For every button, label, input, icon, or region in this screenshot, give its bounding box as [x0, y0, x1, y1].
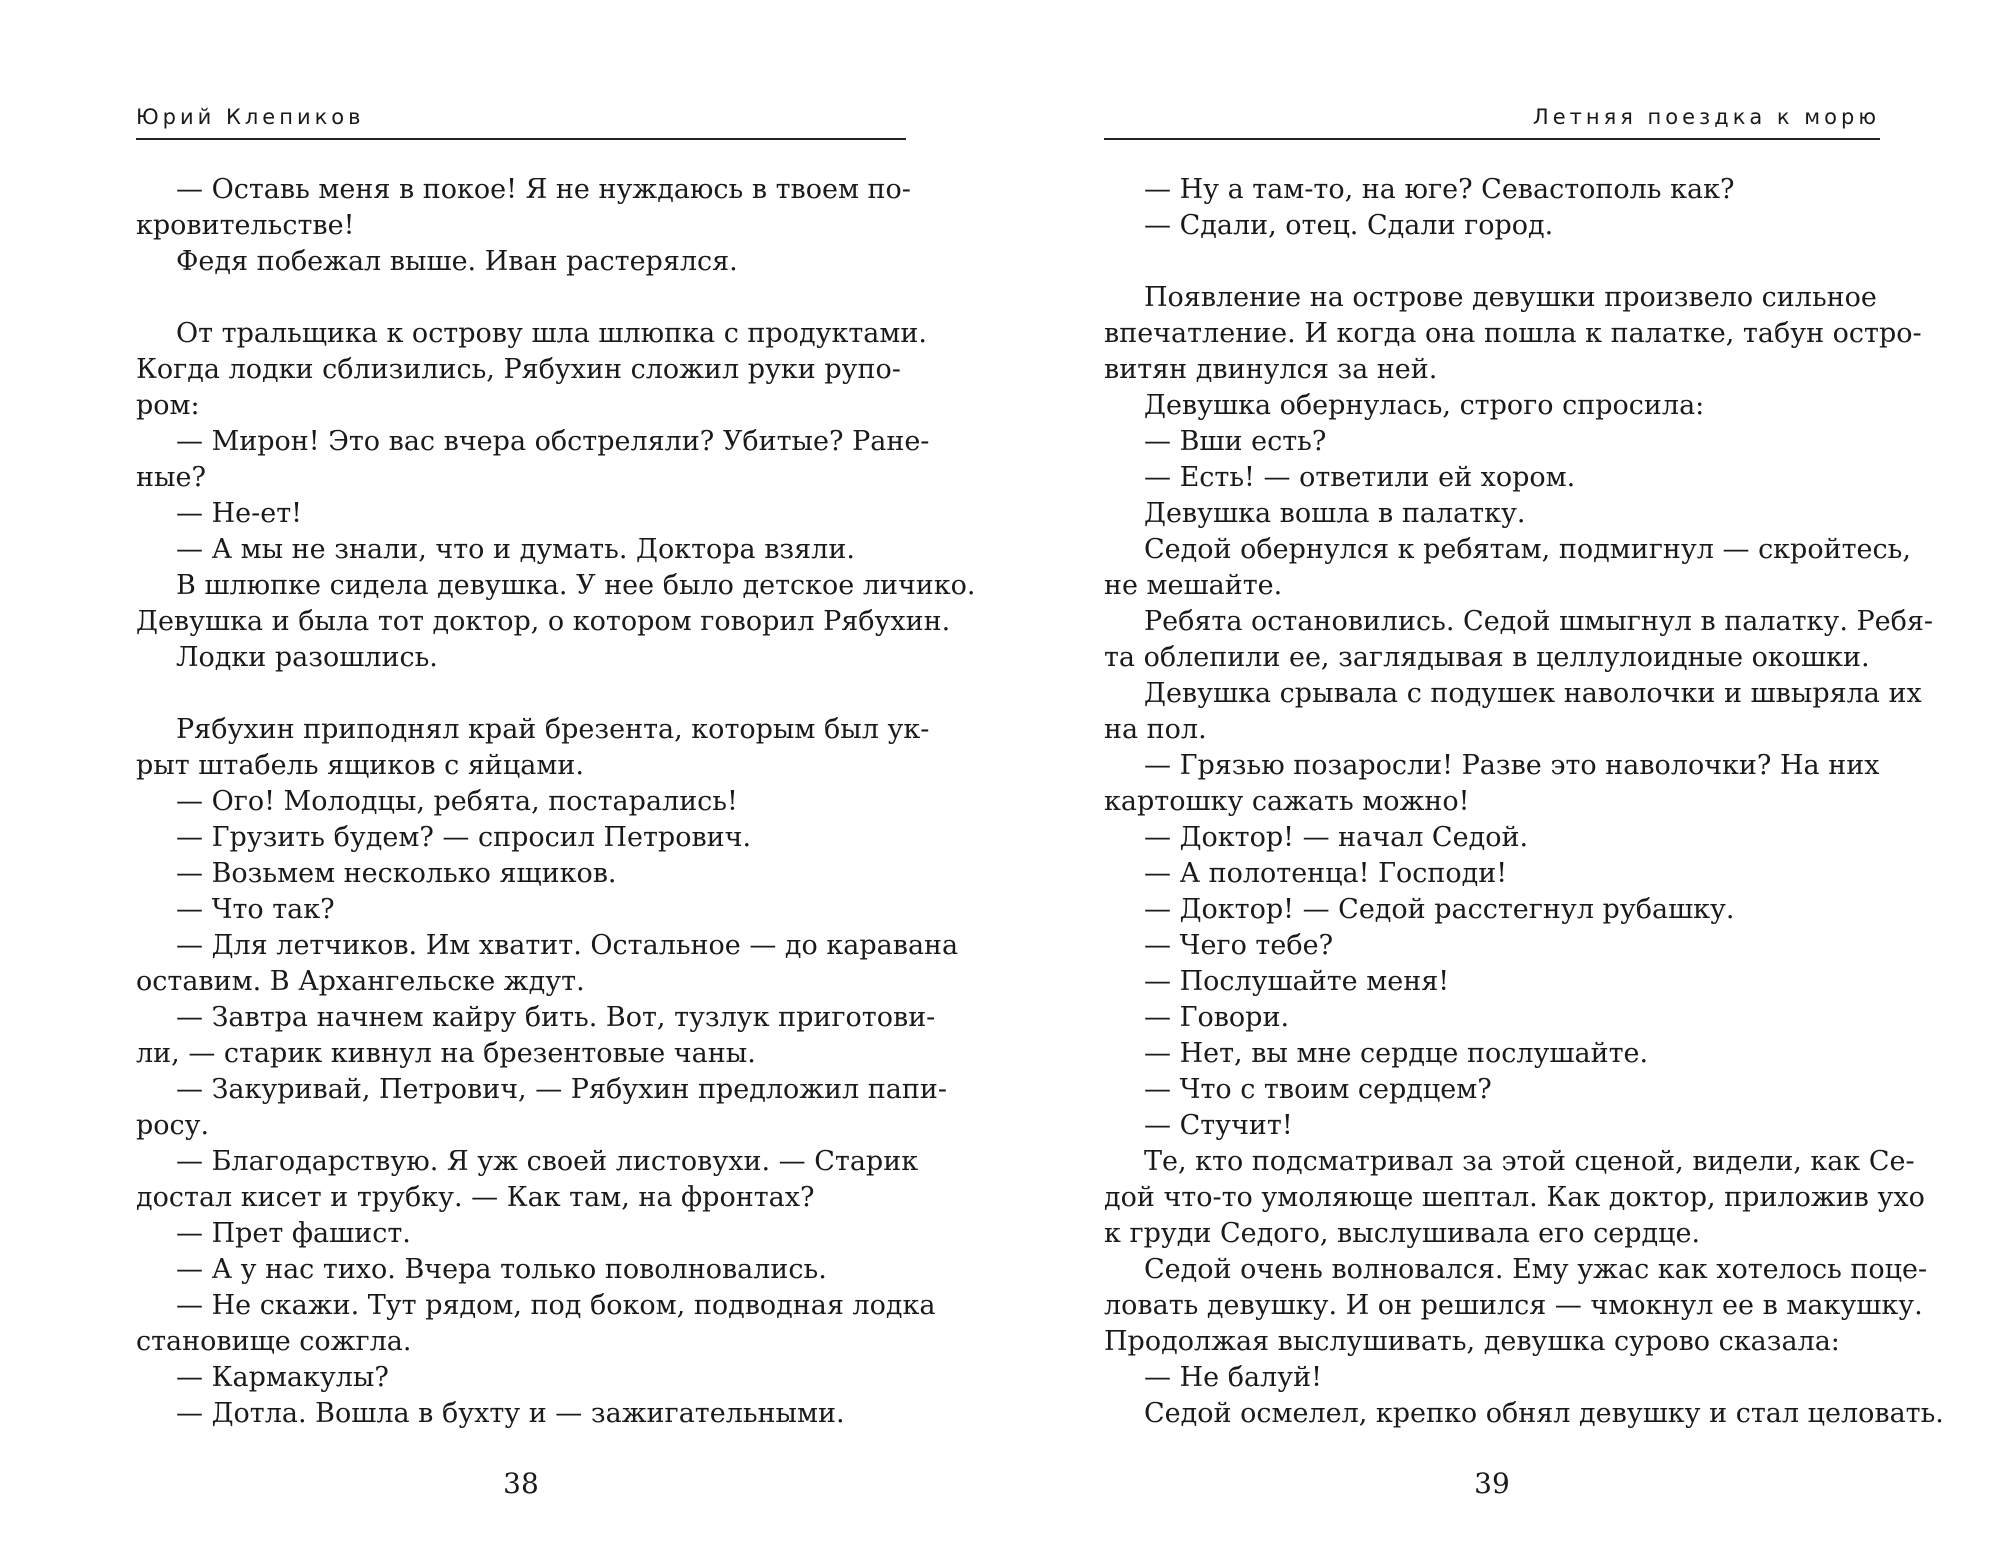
text-line: дой что-то умоляюще шептал. Как доктор, приложив ухо [1104, 1182, 1925, 1213]
text-line: — Есть! — ответили ей хором. [1144, 462, 1576, 493]
text-line: — Завтра начнем кайру бить. Вот, тузлук приготови- [176, 1002, 936, 1033]
text-line: — Что так? [176, 894, 335, 925]
text-line: — Кармакулы? [176, 1362, 389, 1393]
text-line: Седой осмелел, крепко обнял девушку и стал целовать. [1144, 1398, 1944, 1429]
text-line: Когда лодки сблизились, Рябухин сложил руки рупо- [136, 354, 901, 385]
text-line: достал кисет и трубку. — Как там, на фронтах? [136, 1182, 815, 1213]
text-line: — Доктор! — начал Седой. [1144, 822, 1529, 853]
text-line: — Доктор! — Седой расстегнул рубашку. [1144, 894, 1735, 925]
text-line: росу. [136, 1110, 210, 1141]
text-line: — Вши есть? [1144, 426, 1327, 457]
text-line: ром: [136, 390, 200, 421]
text-line: Седой обернулся к ребятам, подмигнул — скройтесь, [1144, 534, 1911, 565]
text-line: — Оставь меня в покое! Я не нуждаюсь в твоем по- [176, 174, 911, 205]
text-line: В шлюпке сидела девушка. У нее было детское личико. [176, 570, 976, 601]
text-line: — Нет, вы мне сердце послушайте. [1144, 1038, 1649, 1069]
text-line: кровительстве! [136, 210, 355, 241]
text-line: — Не балуй! [1144, 1362, 1322, 1393]
text-line: — Говори. [1144, 1002, 1290, 1033]
text-line: — Закуривай, Петрович, — Рябухин предложил папи- [176, 1074, 948, 1105]
running-head-right: Летняя поездка к морю [1104, 98, 1880, 140]
text-line: на пол. [1104, 714, 1207, 745]
text-line: Те, кто подсматривал за этой сценой, видели, как Се- [1144, 1146, 1915, 1177]
text-line: Девушка обернулась, строго спросила: [1144, 390, 1705, 421]
left-page-body [136, 172, 976, 1432]
text-line: — Что с твоим сердцем? [1144, 1074, 1492, 1105]
page-number-right: 39 [1474, 1467, 1510, 1500]
text-line: Появление на острове девушки произвело сильное [1144, 282, 1877, 313]
text-line: Девушка срывала с подушек наволочки и швыряла их [1144, 678, 1922, 709]
running-head-left: Юрий Клепиков [136, 98, 906, 140]
text-line: Седой очень волновался. Ему ужас как хотелось поце- [1144, 1254, 1928, 1285]
text-line: — А мы не знали, что и думать. Доктора взяли. [176, 534, 855, 565]
right-page [1104, 0, 1944, 1566]
text-line: картошку сажать можно! [1104, 786, 1470, 817]
text-line: — Сдали, отец. Сдали город. [1144, 210, 1554, 241]
text-line: ные? [136, 462, 206, 493]
text-line: — Возьмем несколько ящиков. [176, 858, 617, 889]
text-line: — Грязью позаросли! Разве это наволочки? На них [1144, 750, 1880, 781]
text-line: ловать девушку. И он решился — чмокнул ее в макушку. [1104, 1290, 1923, 1321]
text-line: та облепили ее, заглядывая в целлулоидные окошки. [1104, 642, 1870, 673]
text-line: — Благодарствую. Я уж своей листовухи. — Старик [176, 1146, 919, 1177]
text-line: Ребята остановились. Седой шмыгнул в палатку. Ребя- [1144, 606, 1934, 637]
text-line: — Прет фашист. [176, 1218, 411, 1249]
text-line: Девушка и была тот доктор, о котором говорил Рябухин. [136, 606, 951, 637]
right-page-body [1104, 172, 1944, 1432]
text-line: Рябухин приподнял край брезента, которым был ук- [176, 714, 930, 745]
text-line: — Ну а там-то, на юге? Севастополь как? [1144, 174, 1735, 205]
text-line: Лодки разошлись. [176, 642, 438, 673]
text-line: — Не скажи. Тут рядом, под боком, подводная лодка [176, 1290, 936, 1321]
text-line: — А полотенца! Господи! [1144, 858, 1508, 889]
text-line: ли, — старик кивнул на брезентовые чаны. [136, 1038, 756, 1069]
text-line: — Не-ет! [176, 498, 302, 529]
text-line: Продолжая выслушивать, девушка сурово сказала: [1104, 1326, 1840, 1357]
text-line: — Грузить будем? — спросил Петрович. [176, 822, 752, 853]
text-line: — Дотла. Вошла в бухту и — зажигательными. [176, 1398, 845, 1429]
text-line: — Ого! Молодцы, ребята, постарались! [176, 786, 738, 817]
text-line: Федя побежал выше. Иван растерялся. [176, 246, 738, 277]
text-line: Девушка вошла в палатку. [1144, 498, 1526, 529]
text-line: не мешайте. [1104, 570, 1283, 601]
text-line: — Для летчиков. Им хватит. Остальное — до каравана [176, 930, 959, 961]
text-line: оставим. В Архангельске ждут. [136, 966, 585, 997]
text-line: — Стучит! [1144, 1110, 1293, 1141]
text-line: — Послушайте меня! [1144, 966, 1450, 997]
page-number-left: 38 [503, 1467, 539, 1500]
left-page [136, 0, 976, 1566]
text-line: — А у нас тихо. Вчера только поволновались. [176, 1254, 827, 1285]
text-line: рыт штабель ящиков с яйцами. [136, 750, 584, 781]
text-line: От тральщика к острову шла шлюпка с продуктами. [176, 318, 927, 349]
text-line: — Мирон! Это вас вчера обстреляли? Убитые? Ране- [176, 426, 930, 457]
text-line: витян двинулся за ней. [1104, 354, 1438, 385]
text-line: становище сожгла. [136, 1326, 412, 1357]
text-line: впечатление. И когда она пошла к палатке, табун остро- [1104, 318, 1922, 349]
text-line: — Чего тебе? [1144, 930, 1334, 961]
text-line: к груди Седого, выслушивала его сердце. [1104, 1218, 1701, 1249]
